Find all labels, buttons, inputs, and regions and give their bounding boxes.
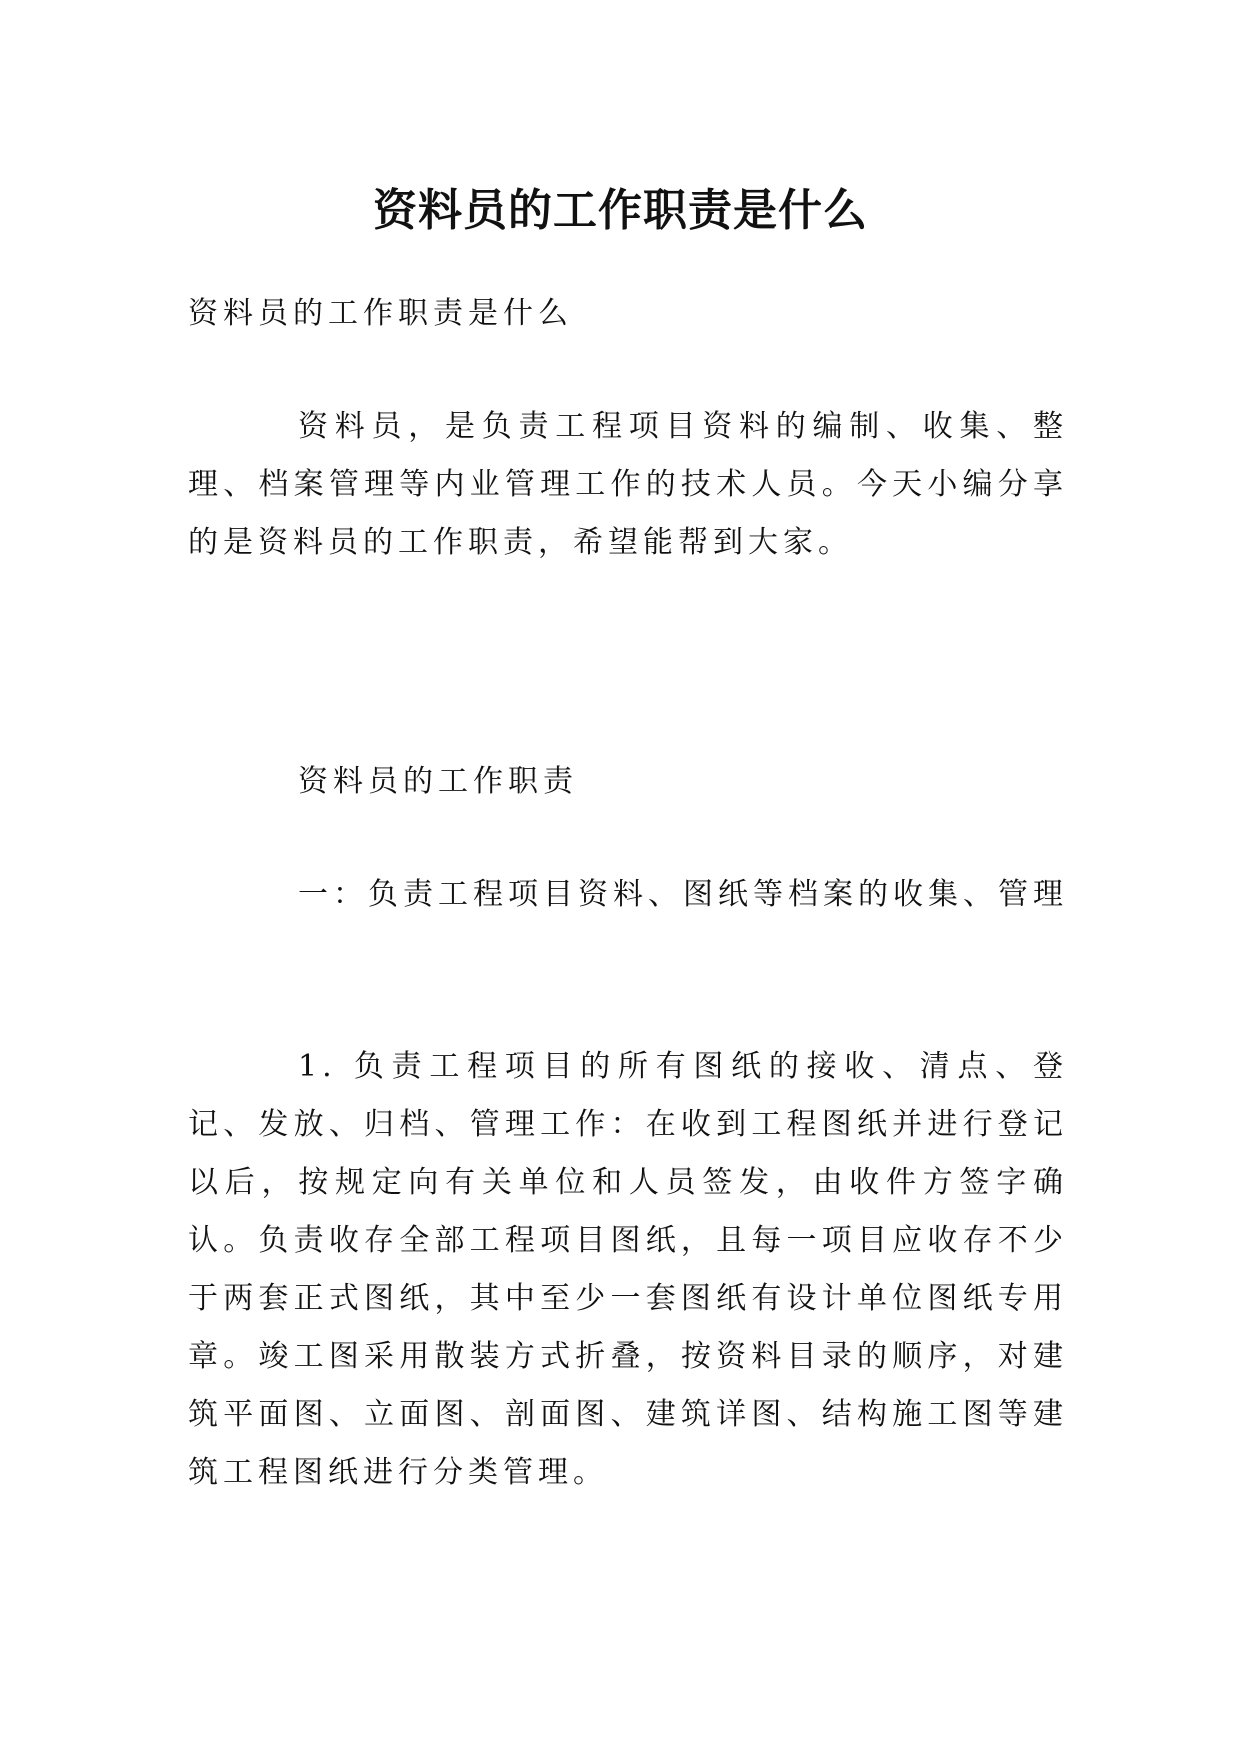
page-title: 资料员的工作职责是什么 [373, 185, 868, 237]
item-one-heading: 一：负责工程项目资料、图纸等档案的收集、管理 [298, 877, 1068, 912]
intro-paragraph: 资料员，是负责工程项目资料的编制、收集、整理、档案管理等内业管理工作的技术人员。今天小编分享的是资料员的工作职责，希望能帮到大家。 [188, 409, 1068, 560]
document-subtitle: 资料员的工作职责是什么 [188, 296, 573, 331]
section-heading: 资料员的工作职责 [298, 764, 578, 799]
item-1-paragraph: 1. 负责工程项目的所有图纸的接收、清点、登记、发放、归档、管理工作：在收到工程图纸并进行登记以后，按规定向有关单位和人员签发，由收件方签字确认。负责收存全部工程项目图纸，且每一项目应收存不少于两套正式图纸，其中至少一套图纸有设计单位图纸专用章。竣工图采用散装方式折叠，按资料目录的顺序，对建筑平面图、立面图、剖面图、建筑详图、结构施工图等建筑工程图纸进行分类管理。 [188, 1049, 1068, 1490]
